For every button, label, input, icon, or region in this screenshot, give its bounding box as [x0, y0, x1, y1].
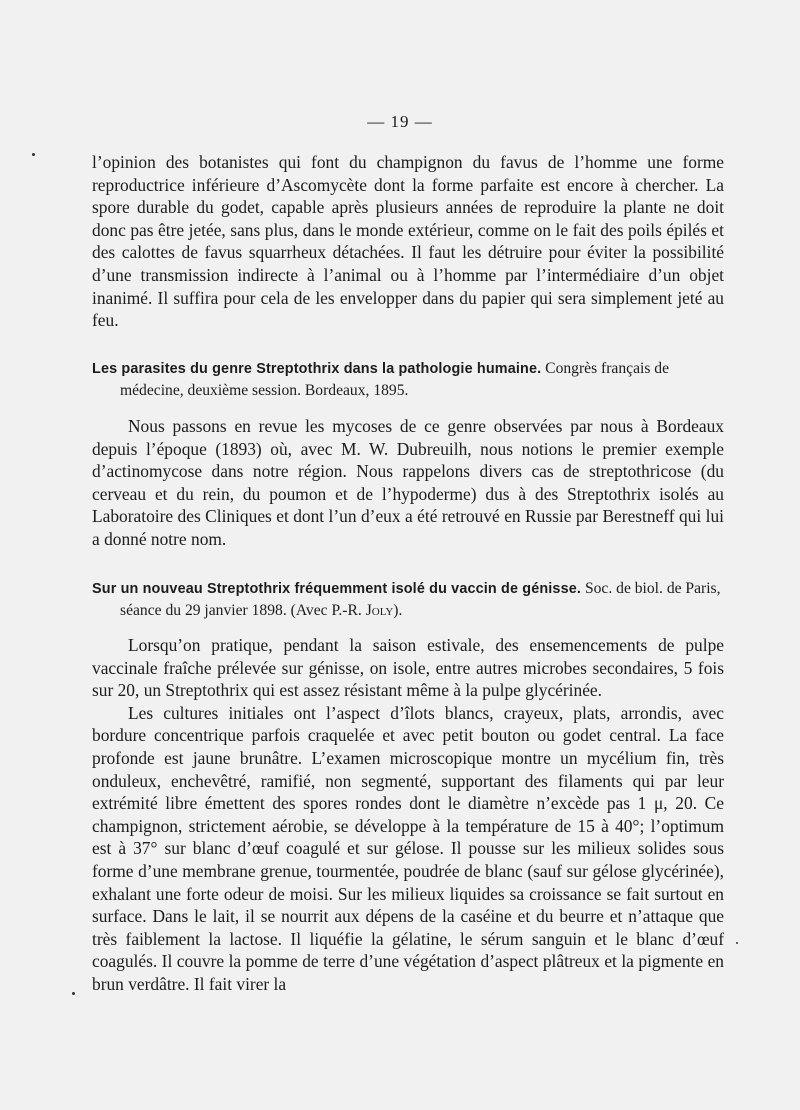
entry-1-reference — [92, 358, 724, 402]
paper-speck — [32, 153, 35, 156]
entry-2-body — [92, 634, 724, 996]
entry-1-heading — [92, 358, 724, 402]
entry-2-paragraph-1: Lorsqu’on pratique, pendant la saison estivale, des ensemencements de pulpe vaccinale fraîche prélevée sur génisse, on isole, entre autres microbes secondaires, 5 fois sur 20, un Streptothrix qui est assez résistant même à la pulpe glycérinée. — [92, 635, 724, 701]
paper-speck — [72, 992, 75, 995]
entry-2-coauthor-name: Joly — [365, 602, 394, 619]
entry-2-coauthor-prefix: (Avec P.-R. — [290, 602, 362, 619]
continued-text-block — [92, 151, 724, 332]
entry-2-paragraph-2: Les cultures initiales ont l’aspect d’îlots blancs, crayeux, plats, arrondis, avec bordure concentrique parfois craquelée et avec petit bouton ou godet central. La face profonde est jaune brunâtre. L’examen microscopique montre un mycélium fin, très onduleux, enchevêtré, ramifié, non segmenté, supportant des filaments qui par leur extrémité libre émettent des spores rondes dont le diamètre n’excède pas 1 μ, 20. Ce champignon, strictement aérobie, se développe à la température de 15 à 40°; l’optimum est à 37° sur blanc d’œuf coagulé et sur gélose. Il pousse sur les milieux solides sous forme d’une membrane grenue, tourmentée, poudrée de blanc (sauf sur gélose glycérinée), exhalant une forte odeur de moisi. Sur les milieux liquides sa croissance se fait surtout en surface. Dans le lait, il se nourrit aux dépens de la caséine et du beurre et n’attaque que très faiblement la lactose. Il liquéfie la gélatine, le sérum sanguin et le blanc d’œuf coagulés. Il couvre la pomme de terre d’une végétation d’aspect plâtreux et la pigmente en brun verdâtre. Il fait virer la — [92, 702, 724, 994]
entry-2-coauthor-suffix: ). — [393, 602, 403, 619]
entry-1-body — [92, 415, 724, 551]
entry-2-title: Sur un nouveau Streptothrix fréquemment isolé du vaccin de génisse. — [92, 581, 582, 597]
entry-1-paragraph: Nous passons en revue les mycoses de ce genre observées par nous à Bordeaux depuis l’époque (1893) où, avec M. W. Dubreuilh, nous notions le premier exemple d’actinomycose dans notre région. Nous rappelons divers cas de streptothricose (du cerveau et du rein, du poumon et de l’hypoderme) dus à des Streptothrix isolés au Laboratoire des Cliniques et dont l’un d’eux a été retrouvé en Russie par Berestneff qui lui a donné notre nom. — [92, 416, 724, 549]
paper-speck — [736, 942, 738, 944]
page-number: — 19 — — [367, 112, 433, 131]
entry-2-reference — [92, 578, 724, 622]
entry-2-heading — [92, 578, 724, 622]
entry-1-citation: Congrès français de médecine, deuxième session. Bordeaux, 1895. — [120, 360, 670, 399]
continued-paragraph: l’opinion des botanistes qui font du champignon du favus de l’homme une forme reproductrice inférieure d’Ascomycète dont la forme parfaite est encore à chercher. La spore durable du godet, capable après plusieurs années de reproduire la plante ne doit donc pas être jetée, sans plus, dans le monde extérieur, comme on le fait des poils épilés et des calottes de favus squarrheux détachées. Il faut les détruire pour éviter la possibilité d’une transmission indirecte à l’animal ou à l’homme par l’intermédiaire d’un objet inanimé. Il suffira pour cela de les envelopper dans du papier qui sera simplement jeté au feu. — [92, 152, 724, 331]
entry-2-citation: Soc. de biol. de Paris, séance du 29 janvier 1898. — [120, 580, 721, 619]
entry-1-title: Les parasites du genre Streptothrix dans la pathologie humaine. — [92, 361, 542, 377]
